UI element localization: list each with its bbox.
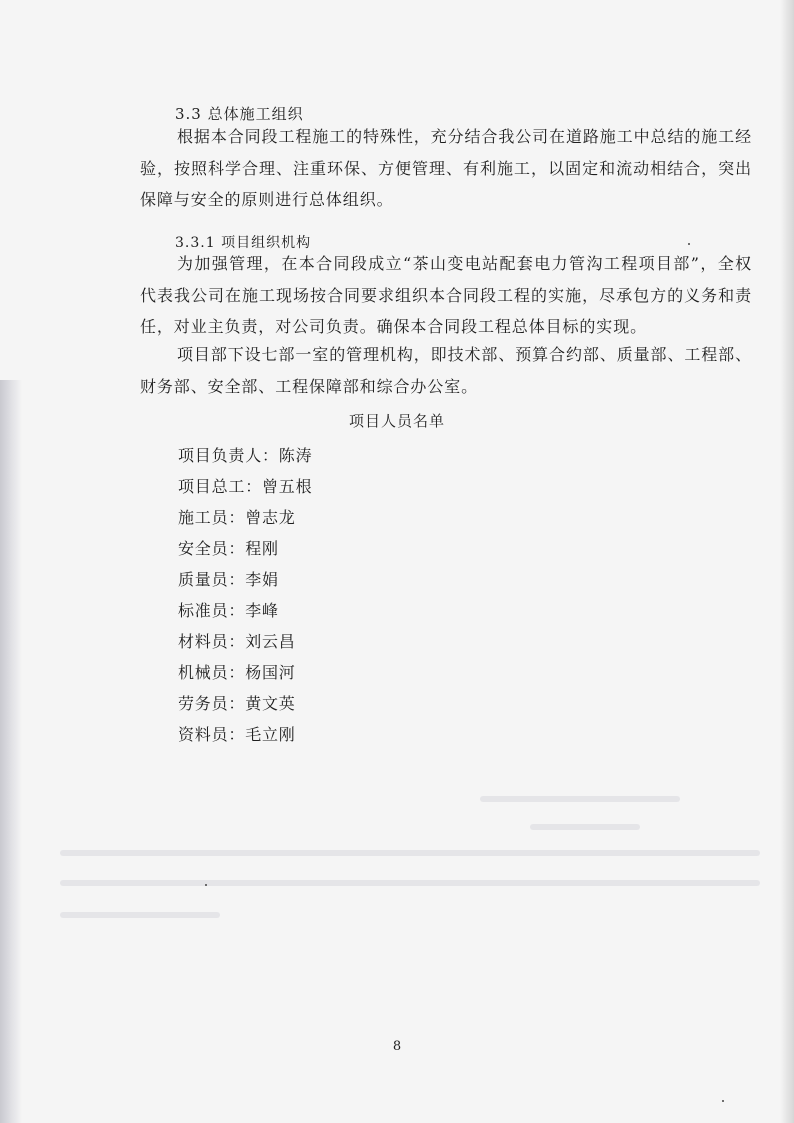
scan-shadow-left <box>0 380 22 1123</box>
staff-member: 施工员：曾志龙 <box>178 508 296 527</box>
reverse-side-bleed-through <box>60 790 780 940</box>
scan-speck <box>205 884 207 886</box>
subsection-heading: 3.3.1 项目组织机构 <box>175 235 312 251</box>
staff-list-title: 项目人员名单 <box>348 412 445 430</box>
management-structure-paragraph: 项目部下设七部一室的管理机构，即技术部、预算合约部、质量部、工程部、财务部、安全部、工程保障部和综合办公室。 <box>140 345 752 396</box>
staff-member: 机械员：杨国河 <box>178 663 296 682</box>
scan-shadow-right <box>780 0 794 1123</box>
section-intro-paragraph: 根据本合同段工程施工的特殊性，充分结合我公司在道路施工中总结的施工经验，按照科学合理、注重环保、方便管理、有利施工，以固定和流动相结合，突出保障与安全的原则进行总体组织。 <box>140 127 752 209</box>
project-department-paragraph: 为加强管理，在本合同段成立“茶山变电站配套电力管沟工程项目部”，全权代表我公司在施工现场按合同要求组织本合同段工程的实施，尽承包方的义务和责任，对业主负责，对公司负责。确保本合同段工程总体目标的实现。 <box>140 254 752 336</box>
staff-member: 资料员：毛立刚 <box>178 725 296 744</box>
staff-list <box>178 440 312 750</box>
staff-member: 项目负责人：陈涛 <box>178 446 313 465</box>
staff-member: 项目总工：曾五根 <box>178 477 313 496</box>
staff-member: 劳务员：黄文英 <box>178 694 296 713</box>
scan-speck <box>688 243 690 245</box>
section-heading: 3.3 总体施工组织 <box>175 105 304 123</box>
scan-speck <box>722 1100 724 1102</box>
staff-member: 质量员：李娟 <box>178 570 279 589</box>
staff-member: 安全员：程刚 <box>178 539 279 558</box>
page-number: 8 <box>392 1039 402 1054</box>
staff-member: 材料员：刘云昌 <box>178 632 296 651</box>
staff-member: 标准员：李峰 <box>178 601 279 620</box>
